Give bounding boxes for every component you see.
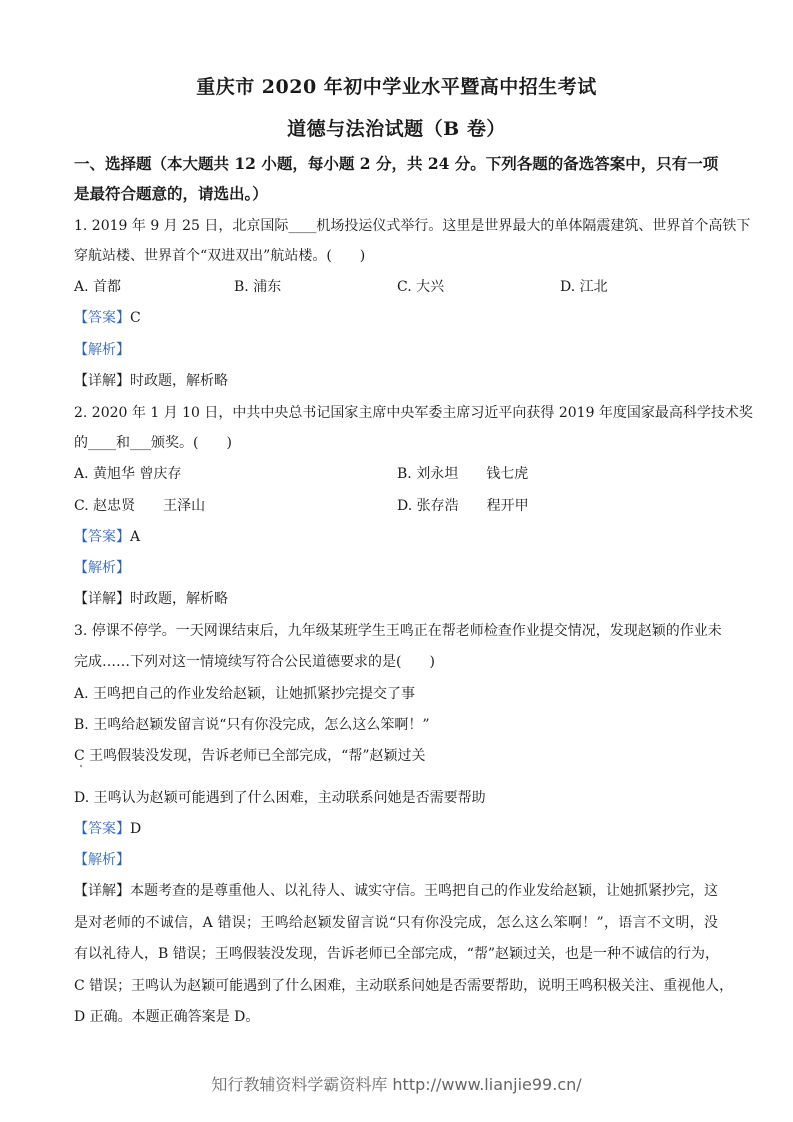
answer-tag: 【答案】 [74,310,130,326]
answer-value: D [130,821,142,837]
q2-option-a: A. 黄旭华 曾庆存 [74,466,182,482]
q1-stem-line2: 穿航站楼、世界首个“双进双出”航站楼。( ) [74,248,366,264]
q1-option-c: C. 大兴 [397,279,445,295]
q3-stem-line2: 完成……下列对这一情境续写符合公民道德要求的是( ) [74,654,435,670]
q2-option-d: D. 张存浩 程开甲 [397,498,529,514]
detail-tag: 【详解】 [74,591,130,607]
detail-tag: 【详解】 [74,373,130,389]
q3-detail-line5: D 正确。本题正确答案是 D。 [74,1009,260,1025]
q3-detail-line4: C 错误；王鸣认为赵颖可能遇到了什么困难，主动联系问她是否需要帮助，说明王鸣积极关注、重视他人， [74,978,734,994]
stray-mark [80,765,82,767]
answer-value: C [130,310,141,326]
q3-analysis-tag: 【解析】 [74,852,130,868]
q3-option-c: C 王鸣假装没发现，告诉老师已全部完成，“帮”赵颖过关 [74,748,426,764]
q2-option-b: B. 刘永坦 钱七虎 [397,466,529,482]
q2-answer [74,526,140,546]
q3-stem-line1: 3. 停课不停学。一天网课结束后，九年级某班学生王鸣正在帮老师检查作业提交情况，发现赵颖的作业未 [74,623,722,639]
q2-analysis-tag: 【解析】 [74,560,130,576]
q1-answer [74,307,141,327]
q3-answer [74,818,141,838]
q2-detail [74,588,228,608]
detail-text: 时政题，解析略 [130,373,228,389]
q1-detail [74,370,228,390]
q3-option-b: B. 王鸣给赵颖发留言说“只有你没完成，怎么这么笨啊！” [74,717,430,733]
q3-option-a: A. 王鸣把自己的作业发给赵颖，让她抓紧抄完提交了事 [74,686,416,702]
q3-detail-line3: 有以礼待人，B 错误；王鸣假装没发现，告诉老师已全部完成，“帮”赵颖过关，也是一种不诚信的行为， [74,946,720,962]
q1-option-d: D. 江北 [560,279,608,295]
answer-value: A [130,529,141,545]
q3-detail-line1 [74,880,718,900]
section-heading-line2: 是最符合题意的，请选出。） [74,184,268,203]
q1-stem-line1: 1. 2019 年 9 月 25 日，北京国际____机场投运仪式举行。这里是世界最大的单体隔震建筑、世界首个高铁下 [74,218,751,234]
detail-tag: 【详解】 [74,883,130,899]
section-heading-line1: 一、选择题（本大题共 12 小题，每小题 2 分，共 24 分。下列各题的备选答案中，只有一项 [74,154,719,173]
detail-text: 时政题，解析略 [130,591,228,607]
answer-tag: 【答案】 [74,821,130,837]
exam-subtitle: 道德与法治试题（B 卷） [287,118,506,140]
q1-option-b: B. 浦东 [234,279,282,295]
q3-detail-line2: 是对老师的不诚信，A 错误；王鸣给赵颖发留言说“只有你没完成，怎么这么笨啊！”，语言不文明，没 [74,915,718,931]
q1-analysis-tag: 【解析】 [74,342,130,358]
detail-text: 本题考查的是尊重他人、以礼待人、诚实守信。王鸣把自己的作业发给赵颖，让她抓紧抄完，这 [130,883,718,899]
q2-option-c: C. 赵忠贤 王泽山 [74,498,206,514]
answer-tag: 【答案】 [74,529,130,545]
q2-stem-line2: 的____和___颁奖。( ) [74,435,232,451]
q2-stem-line1: 2. 2020 年 1 月 10 日，中共中央总书记国家主席中央军委主席习近平向获得 2019 年度国家最高科学技术奖 [74,405,753,421]
footer-watermark: 知行教辅资料学霸资料库 http://www.lianjie99.cn/ [211,1075,582,1094]
exam-title: 重庆市 2020 年初中学业水平暨高中招生考试 [196,76,597,98]
q1-option-a: A. 首都 [74,279,122,295]
q3-option-d: D. 王鸣认为赵颖可能遇到了什么困难，主动联系问她是否需要帮助 [74,790,486,806]
